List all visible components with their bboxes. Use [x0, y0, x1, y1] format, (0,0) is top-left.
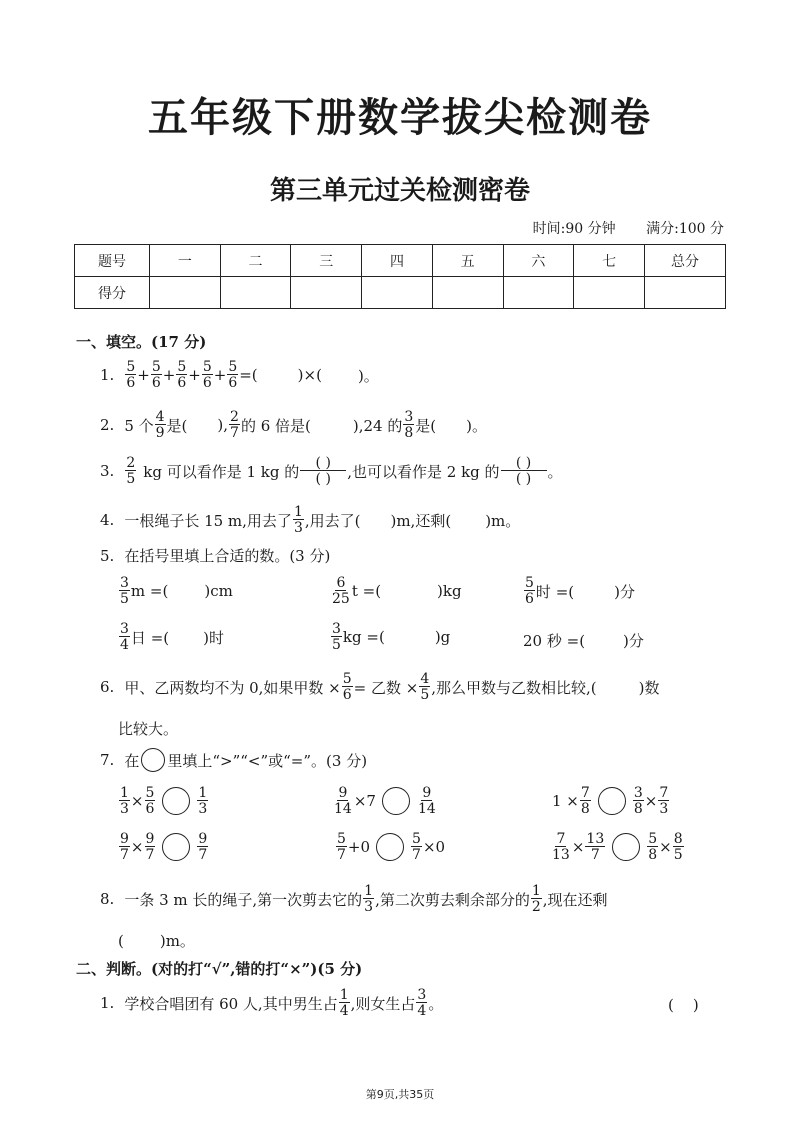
fraction: $\frac{9}{7}$ — [145, 831, 155, 863]
compare-circle[interactable] — [612, 833, 640, 861]
score-input-cell[interactable] — [645, 277, 726, 309]
q7-expression: $\frac{9}{7}$ × $\frac{9}{7}$ $\frac{9}{7}$ — [120, 831, 208, 863]
question-1-3: 3. $\frac{2}{5}$ kg 可以看作是 1 kg 的 $\frac{( )}{( )}$ ,也可以看作是 2 kg 的 $\frac{( )}{( )}$ 。 — [100, 455, 563, 487]
q5-item: $\frac{6}{25}$ t =( )kg — [332, 575, 462, 607]
compare-circle[interactable] — [382, 787, 410, 815]
fraction: $\frac{7}{3}$ — [659, 785, 669, 817]
q5-item: $\frac{3}{5}$ m =( )cm — [120, 575, 233, 607]
score-input-cell[interactable] — [150, 277, 221, 309]
fraction: $\frac{9}{7}$ — [198, 831, 208, 863]
fraction: $\frac{13}{7}$ — [586, 831, 605, 863]
fraction: $\frac{5}{6}$ — [228, 359, 238, 391]
fraction: $\frac{1}{3}$ — [293, 504, 303, 536]
q5-item: $\frac{3}{4}$ 日 =( )时 — [120, 621, 224, 653]
compare-circle-icon — [141, 748, 165, 772]
score-table-cell: 一 — [150, 245, 221, 277]
fraction: $\frac{3}{8}$ — [633, 785, 643, 817]
fraction: $\frac{7}{13}$ — [552, 831, 570, 863]
question-1-2: 2. 5 个 $\frac{4}{9}$ 是( ), $\frac{2}{7}$ 的 6 倍是( ),24 的 $\frac{3}{8}$ 是( )。 — [100, 409, 488, 441]
main-title: 五年级下册数学拔尖检测卷 — [148, 95, 652, 141]
sub-title: 第三单元过关检测密卷 — [269, 176, 530, 206]
fraction: $\frac{9}{14}$ — [417, 785, 436, 817]
fraction: $\frac{1}{3}$ — [364, 883, 374, 915]
section2-title: 二、判断。(对的打“√”,错的打“×”)(5 分) — [76, 960, 363, 978]
score-table-cell: 题号 — [75, 245, 150, 277]
score-table-cell: 总分 — [645, 245, 726, 277]
fraction: $\frac{5}{6}$ — [151, 359, 161, 391]
question-1-8: 8. 一条 3 m 长的绳子,第一次剪去它的 $\frac{1}{3}$ ,第二次剪去剩余部分的 $\frac{1}{2}$ ,现在还剩 — [100, 883, 608, 915]
fraction: $\frac{4}{5}$ — [420, 671, 430, 703]
fraction: $\frac{5}{6}$ — [126, 359, 136, 391]
fraction: $\frac{8}{5}$ — [673, 831, 683, 863]
fraction: $\frac{5}{6}$ — [342, 671, 352, 703]
judge-answer-blank[interactable]: ( ) — [668, 996, 699, 1014]
score-input-cell[interactable] — [432, 277, 503, 309]
fraction: $\frac{3}{4}$ — [120, 621, 129, 653]
question-1-8-line2: ( )m。 — [118, 931, 195, 950]
fraction: $\frac{5}{7}$ — [337, 831, 346, 863]
q-number: 1. — [100, 366, 115, 384]
fraction: $\frac{5}{6}$ — [525, 575, 534, 607]
score-input-cell[interactable] — [220, 277, 291, 309]
fraction: $\frac{1}{3}$ — [198, 785, 208, 817]
fraction: $\frac{1}{3}$ — [120, 785, 129, 817]
fraction: $\frac{9}{14}$ — [334, 785, 352, 817]
fraction: $\frac{3}{4}$ — [417, 987, 427, 1019]
score-table-cell: 五 — [432, 245, 503, 277]
q5-item: 20 秒 =( )分 — [523, 632, 644, 650]
q5-item: $\frac{3}{5}$ kg =( )g — [332, 621, 451, 653]
score-table-cell: 得分 — [75, 277, 150, 309]
fraction: $\frac{2}{7}$ — [230, 409, 239, 441]
q7-expression: $\frac{5}{7}$ +0 $\frac{5}{7}$ ×0 — [337, 831, 446, 863]
score-input-cell[interactable] — [291, 277, 362, 309]
page-number: 第9页,共35页 — [365, 1088, 435, 1101]
q7-expression: $\frac{7}{13}$ × $\frac{13}{7}$ $\frac{5}{8}$ × $\frac{8}{5}$ — [552, 831, 683, 863]
score-table-score-row — [75, 277, 726, 309]
fraction: $\frac{3}{5}$ — [332, 621, 341, 653]
score-table-cell: 四 — [362, 245, 433, 277]
score-input-cell[interactable] — [362, 277, 433, 309]
question-1-5: 5. 在括号里填上合适的数。(3 分) — [100, 546, 331, 565]
exam-time: 时间:90 分钟 — [532, 221, 616, 237]
question-1-1: 1. $\frac{5}{6}$ + $\frac{5}{6}$ + $\frac{5}{6}$ + $\frac{5}{6}$ + $\frac{5}{6}$ =( )×( )。 — [100, 359, 379, 391]
fraction: $\frac{2}{5}$ — [126, 455, 136, 487]
question-1-7: 7. 在 里填上“>”“<”或“=”。(3 分) — [100, 748, 367, 772]
fraction: $\frac{5}{6}$ — [202, 359, 212, 391]
question-1-4: 4. 一根绳子长 15 m,用去了 $\frac{1}{3}$ ,用去了( )m,还剩( )m。 — [100, 504, 521, 536]
q7-expression: $\frac{1}{3}$ × $\frac{5}{6}$ $\frac{1}{3}$ — [120, 785, 208, 817]
fraction: $\frac{6}{25}$ — [332, 575, 350, 607]
fraction: $\frac{9}{7}$ — [120, 831, 129, 863]
score-table-cell: 六 — [503, 245, 574, 277]
fraction: $\frac{7}{8}$ — [580, 785, 590, 817]
fraction: $\frac{4}{9}$ — [155, 409, 165, 441]
q5-item: $\frac{5}{6}$ 时 =( )分 — [525, 575, 635, 607]
q7-expression: $\frac{9}{14}$ ×7 $\frac{9}{14}$ — [334, 785, 436, 817]
score-table-header-row — [75, 245, 726, 277]
fraction: $\frac{1}{4}$ — [339, 987, 349, 1019]
compare-circle[interactable] — [162, 833, 190, 861]
fraction-blank[interactable]: $\frac{( )}{( )}$ — [300, 456, 346, 486]
compare-circle[interactable] — [598, 787, 626, 815]
question-1-6: 6. 甲、乙两数均不为 0,如果甲数 × $\frac{5}{6}$ = 乙数 × $\frac{4}{5}$ ,那么甲数与乙数相比较,( )数 — [100, 671, 660, 703]
score-input-cell[interactable] — [503, 277, 574, 309]
q7-expression: 1 × $\frac{7}{8}$ $\frac{3}{8}$ × $\frac{7}{3}$ — [552, 785, 669, 817]
exam-full-score: 满分:100 分 — [646, 221, 724, 237]
exam-meta — [507, 218, 724, 238]
question-1-6-line2: 比较大。 — [118, 720, 179, 738]
fraction: $\frac{1}{2}$ — [531, 883, 541, 915]
score-table — [74, 244, 726, 309]
question-2-1: 1. 学校合唱团有 60 人,其中男生占 $\frac{1}{4}$ ,则女生占 $\frac{3}{4}$ 。 — [100, 987, 444, 1019]
fraction: $\frac{5}{7}$ — [412, 831, 421, 863]
fraction-blank[interactable]: $\frac{( )}{( )}$ — [501, 456, 547, 486]
score-table-cell: 七 — [574, 245, 645, 277]
fraction: $\frac{3}{5}$ — [120, 575, 129, 607]
fraction: $\frac{5}{6}$ — [177, 359, 187, 391]
fraction: $\frac{5}{6}$ — [145, 785, 155, 817]
fraction: $\frac{5}{8}$ — [648, 831, 658, 863]
score-table-cell: 三 — [291, 245, 362, 277]
score-input-cell[interactable] — [574, 277, 645, 309]
compare-circle[interactable] — [376, 833, 404, 861]
score-table-cell: 二 — [220, 245, 291, 277]
fraction: $\frac{3}{8}$ — [404, 409, 414, 441]
section1-title: 一、填空。(17 分) — [76, 333, 207, 351]
compare-circle[interactable] — [162, 787, 190, 815]
